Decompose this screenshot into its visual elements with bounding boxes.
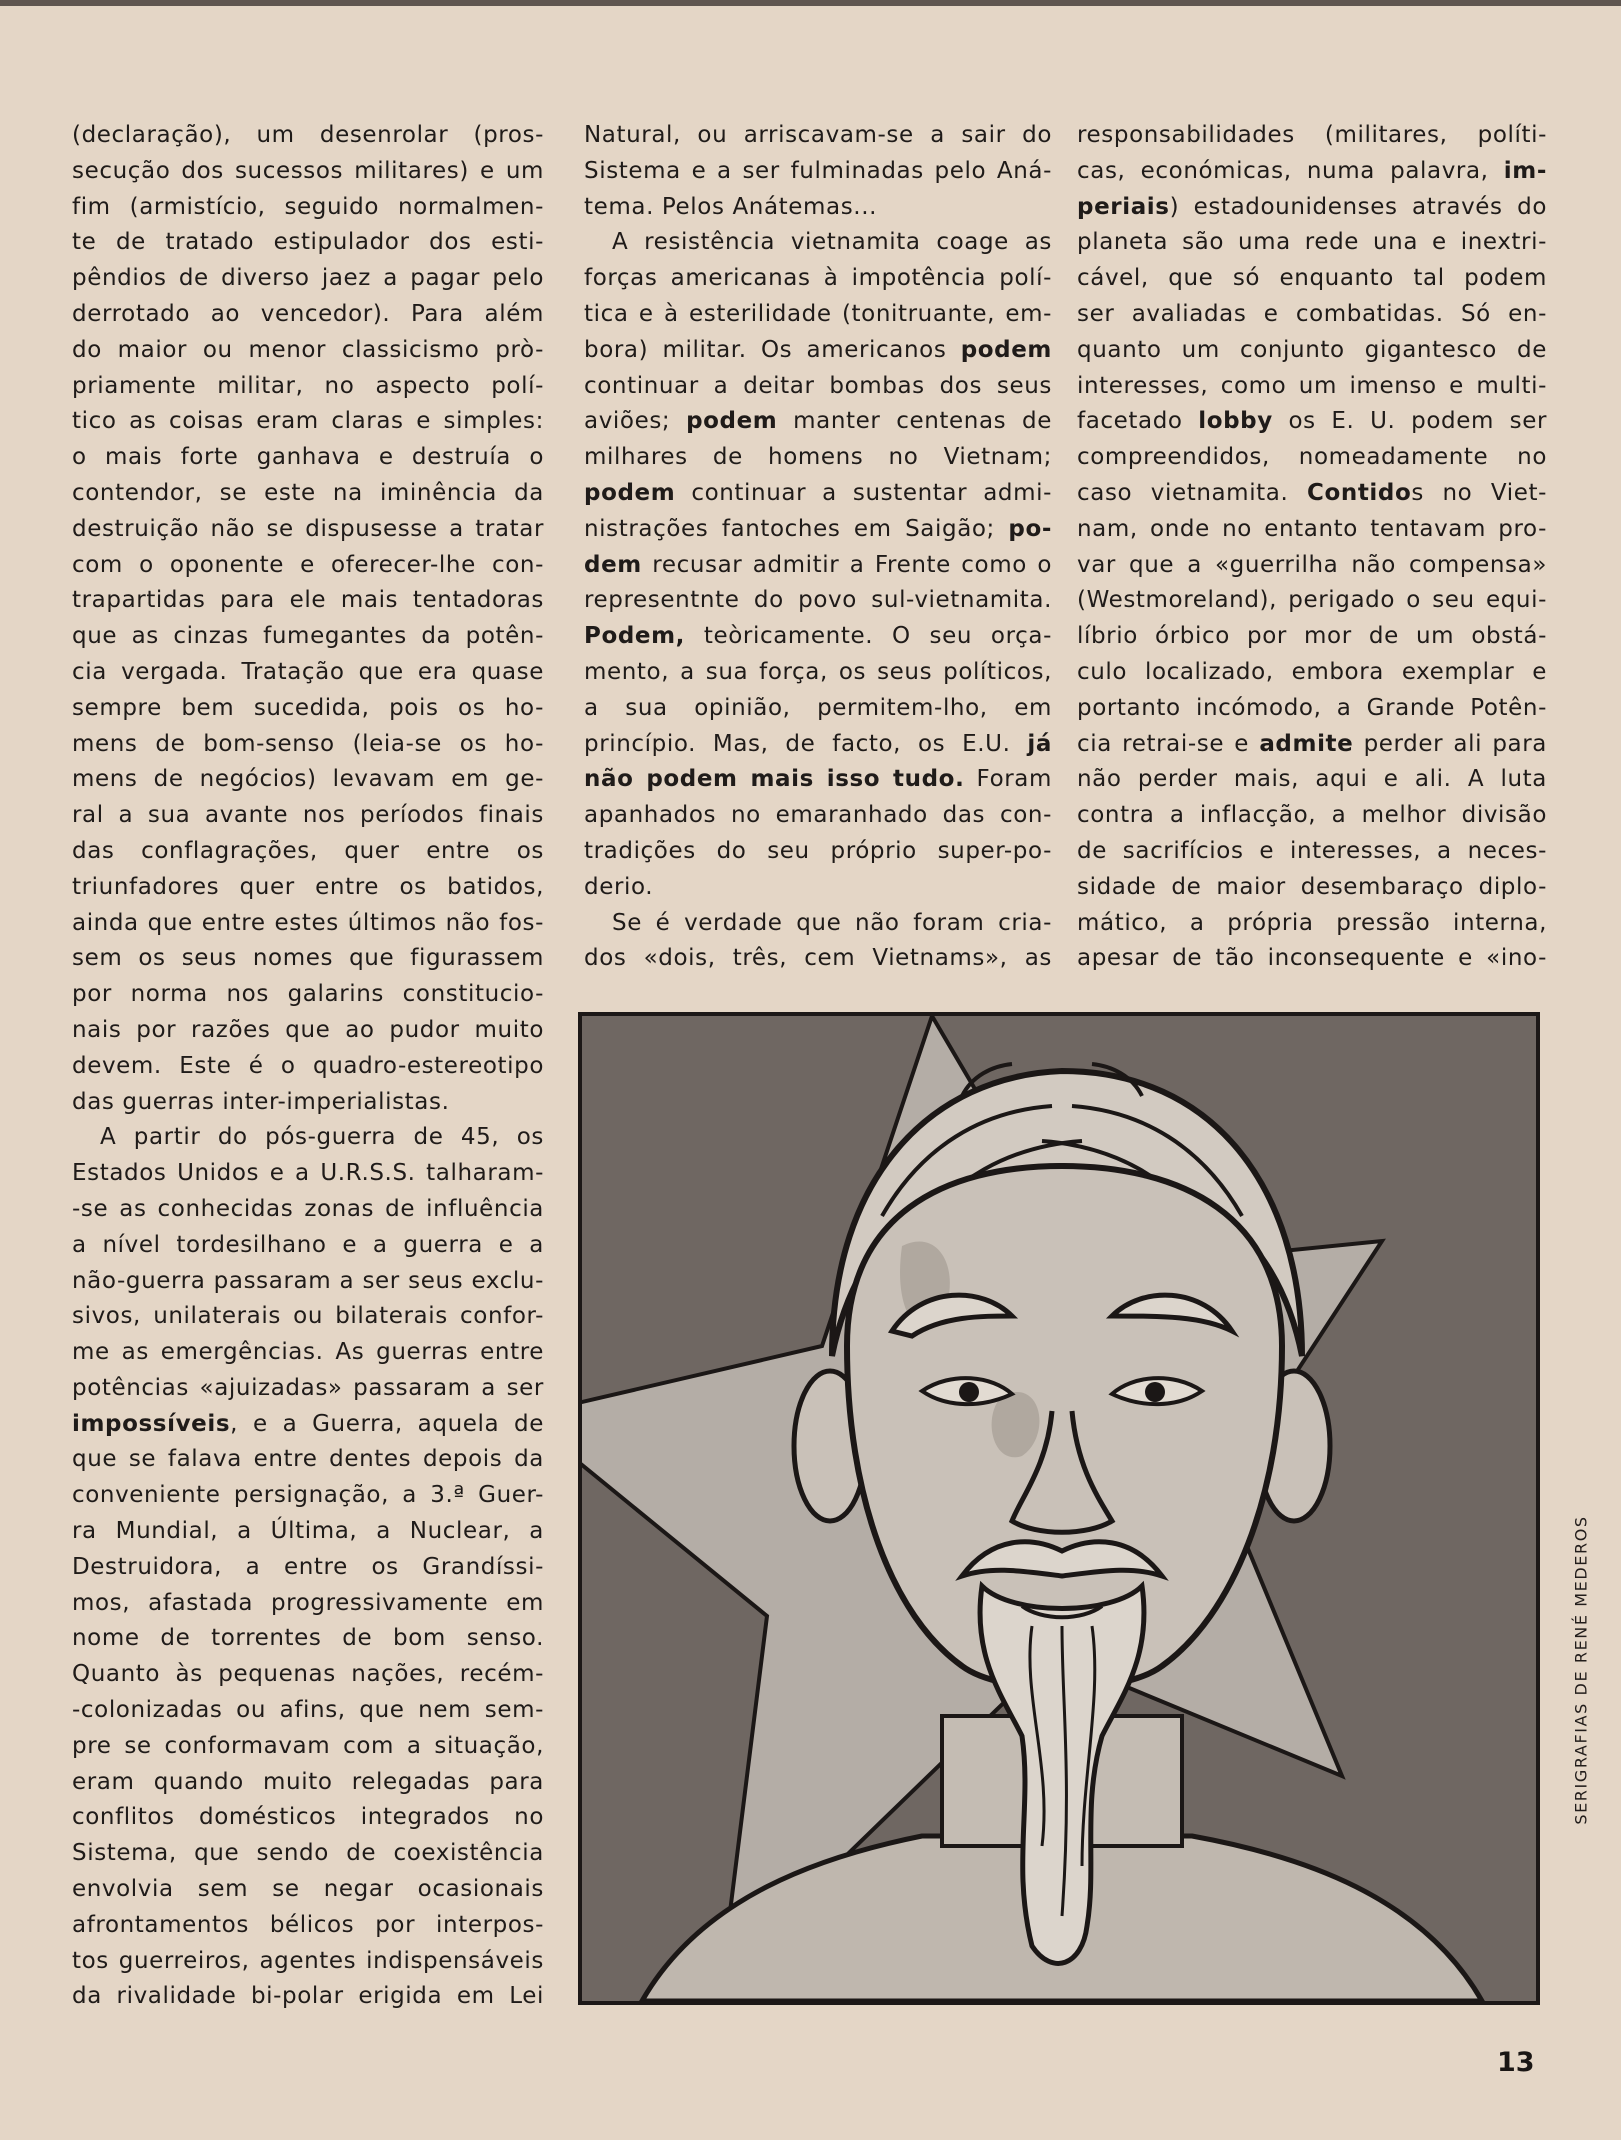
text-line: mens de bom-senso (leia-se os ho- [72,730,544,757]
text-line: nome de torrentes de bom senso. [72,1625,544,1652]
illustration-credit [1548,1340,1614,2000]
text-line: sivos, unilaterais ou bilaterais confor- [72,1303,544,1330]
text-line: por norma nos galarins constitucio- [72,981,544,1008]
text-line: eram quando muito relegadas para [72,1768,544,1795]
text-line: conflitos domésticos integrados no [72,1804,544,1831]
text-line: tos guerreiros, agentes indispensáveis [72,1947,544,1974]
text-line: devem. Este é o quadro-estereotipo [72,1052,544,1079]
text-line: afrontamentos bélicos por interpos- [72,1911,544,1938]
text-line: pêndios de diverso jaez a pagar pelo [72,265,544,292]
text-line: dos «dois, três, cem Vietnams», as [584,945,1052,972]
bold-term: podem [960,336,1052,363]
text-line: líbrio órbico por mor de um obstá- [1077,623,1547,650]
text-line: tica e à esterilidade (tonitruante, em- [584,300,1052,327]
bold-term: podem [584,479,676,506]
bold-term: não podem mais isso tudo. [584,766,965,793]
text-line: contra a inflacção, a melhor divisão [1077,802,1547,829]
text-line [1077,404,1547,440]
text-span: os E. U. podem ser [1272,408,1547,435]
text-span: aviões; [584,408,687,435]
bold-term: admite [1259,730,1354,757]
text-line: ainda que entre estes últimos não fos- [72,909,544,936]
text-line: pre se conformavam com a situação, [72,1732,544,1759]
text-line: da rivalidade bi-polar erigida em Lei [72,1983,544,2010]
text-line: compreendidos, nomeadamente no [1077,444,1547,471]
article-column-2 [584,118,1052,977]
text-line: potências «ajuizadas» passaram a ser [72,1374,544,1401]
text-line: destruição não se dispusesse a tratar [72,515,544,542]
text-line: de sacrifícios e interesses, a neces- [1077,837,1547,864]
text-line: (declaração), um desenrolar (pros- [72,122,544,148]
text-line: ra Mundial, a Última, a Nuclear, a [72,1518,544,1545]
text-line [584,512,1052,548]
text-line: representnte do povo sul-vietnamita. [584,587,1052,614]
text-line: tema. Pelos Anátemas... [584,193,878,220]
text-line [1077,727,1547,763]
bold-term: dem [584,551,642,578]
text-line: te de tratado estipulador dos esti- [72,229,544,256]
text-line: Estados Unidos e a U.R.S.S. talharam- [72,1160,544,1187]
text-line [1077,476,1547,512]
text-span: ) estadounidenses através do [1169,193,1547,220]
text-line: portanto incómodo, a Grande Potên- [1077,694,1547,721]
text-line: mos, afastada progressivamente em [72,1589,544,1616]
text-line: triunfadores quer entre os batidos, [72,873,544,900]
text-line: envolvia sem se negar ocasionais [72,1876,544,1903]
bold-term: podem [686,408,778,435]
article-column-3 [1077,118,1547,977]
text-line: fim (armistício, seguido normalmen- [72,193,544,220]
text-span: teòricamente. O seu orça- [685,623,1052,650]
text-line: culo localizado, embora exemplar e [1077,658,1547,685]
portrait-illustration [578,1012,1540,2005]
text-line: me as emergências. As guerras entre [72,1339,544,1366]
text-line: com o oponente e oferecer-lhe con- [72,551,544,578]
text-span: bora) militar. Os americanos [584,336,961,363]
text-line: Quanto às pequenas nações, recém- [72,1661,544,1688]
text-line: apanhados no emaranhado das con- [584,802,1052,829]
text-line: das conflagrações, quer entre os [72,837,544,864]
article-column-1 [72,118,544,2015]
bold-term: Podem, [584,623,686,650]
text-span: cas, económicas, numa palavra, [1077,157,1504,184]
text-line: A resistência vietnamita coage as [612,229,1052,256]
text-line: mens de negócios) levavam em ge- [72,766,544,793]
text-line: sempre bem sucedida, pois os ho- [72,694,544,721]
text-line: secução dos sucessos militares) e um [72,157,544,184]
text-span: , e a Guerra, aquela de [230,1410,544,1437]
text-line: apesar de tão inconsequente e «ino- [1077,945,1547,972]
text-line: nam, onde no entanto tentavam pro- [1077,515,1547,542]
text-line [1077,154,1547,190]
text-line: cável, que só enquanto tal podem [1077,265,1547,292]
text-line: o mais forte ganhava e destruía o [72,444,544,471]
text-line: tradições do seu próprio super-po- [584,837,1052,864]
right-pupil [1145,1382,1165,1402]
text-line: Destruidora, a entre os Grandíssi- [72,1553,544,1580]
text-line: ral a sua avante nos períodos finais [72,802,544,829]
text-line: nais por razões que ao pudor muito [72,1016,544,1043]
credit-text: SERIGRAFIAS DE RENÉ MEDEROS [1571,1515,1591,1825]
text-line: mático, a própria pressão interna, [1077,909,1547,936]
text-line [584,476,1052,512]
text-span: caso vietnamita. [1077,479,1307,506]
text-line: que se falava entre dentes depois da [72,1446,544,1473]
text-line: forças americanas à impotência polí- [584,265,1052,292]
text-line: Se é verdade que não foram cria- [612,909,1052,936]
text-line: ser avaliadas e combatidas. Só en- [1077,300,1547,327]
text-line [584,619,1052,655]
text-line: tico as coisas eram claras e simples: [72,408,544,435]
text-line: sem os seus nomes que figurassem [72,945,544,972]
text-line: derrotado ao vencedor). Para além [72,300,544,327]
bold-term: im- [1503,157,1547,184]
text-line [72,1407,544,1443]
text-line: planeta são uma rede una e inextri- [1077,229,1547,256]
text-line: (Westmoreland), perigado o seu equi- [1077,587,1547,614]
text-span: continuar a sustentar admi- [675,479,1052,506]
text-span: cia retrai-se e [1077,730,1260,757]
text-line: A partir do pós-guerra de 45, os [100,1124,544,1151]
text-span: Foram [964,766,1052,793]
bold-term: periais [1077,193,1170,220]
text-span: nistrações fantoches em Saigão; [584,515,1009,542]
text-line: mento, a sua força, os seus políticos, [584,658,1052,685]
bold-term: Contido [1306,479,1412,506]
portrait-svg [582,1016,1536,2001]
text-line: a nível tordesilhano e a guerra e a [72,1231,544,1258]
text-line: responsabilidades (militares, políti- [1077,122,1547,148]
text-line: sidade de maior desembaraço diplo- [1077,873,1547,900]
text-line: cia vergada. Tratação que era quase [72,658,544,685]
text-line: do maior ou menor classicismo prò- [72,336,544,363]
text-line: continuar a deitar bombas dos seus [584,372,1052,399]
text-line: Sistema e a ser fulminadas pelo Aná- [584,157,1052,184]
text-span: perder ali para [1353,730,1547,757]
text-line [584,404,1052,440]
text-line: das guerras inter-imperialistas. [72,1088,450,1115]
text-line: trapartidas para ele mais tentadoras [72,587,544,614]
text-line: -se as conhecidas zonas de influência [72,1195,544,1222]
bold-term: po- [1008,515,1052,542]
text-span: princípio. Mas, de facto, os E.U. [584,730,1028,757]
text-line: Natural, ou arriscavam-se a sair do [584,122,1052,148]
text-line: contendor, se este na iminência da [72,479,544,506]
text-line [1077,190,1547,226]
top-rule [0,0,1621,6]
text-line: conveniente persignação, a 3.ª Guer- [72,1482,544,1509]
text-line: var que a «guerrilha não compensa» [1077,551,1547,578]
text-line [584,548,1052,584]
text-line: milhares de homens no Vietnam; [584,444,1052,471]
text-line: interesses, como um imenso e multi- [1077,372,1547,399]
text-line [584,333,1052,369]
left-pupil [959,1382,979,1402]
text-line [584,762,1052,798]
text-line: não perder mais, aqui e ali. A luta [1077,766,1547,793]
text-line: a sua opinião, permitem-lho, em [584,694,1052,721]
text-span: s no Viet- [1411,479,1547,506]
text-line: quanto um conjunto gigantesco de [1077,336,1547,363]
bold-term: impossíveis [72,1410,231,1437]
text-span: facetado [1077,408,1199,435]
text-span: manter centenas de [777,408,1052,435]
text-line: Sistema, que sendo de coexistência [72,1840,544,1867]
text-line: -colonizadas ou afins, que nem sem- [72,1697,544,1724]
bold-term: lobby [1198,408,1273,435]
text-line [584,727,1052,763]
bold-term: já [1027,730,1052,757]
text-span: recusar admitir a Frente como o [641,551,1052,578]
page-number: 13 [1497,2047,1535,2078]
text-line: que as cinzas fumegantes da potên- [72,623,544,650]
text-line: derio. [584,873,654,900]
text-line: não-guerra passaram a ser seus exclu- [72,1267,544,1294]
text-line: priamente militar, no aspecto polí- [72,372,544,399]
